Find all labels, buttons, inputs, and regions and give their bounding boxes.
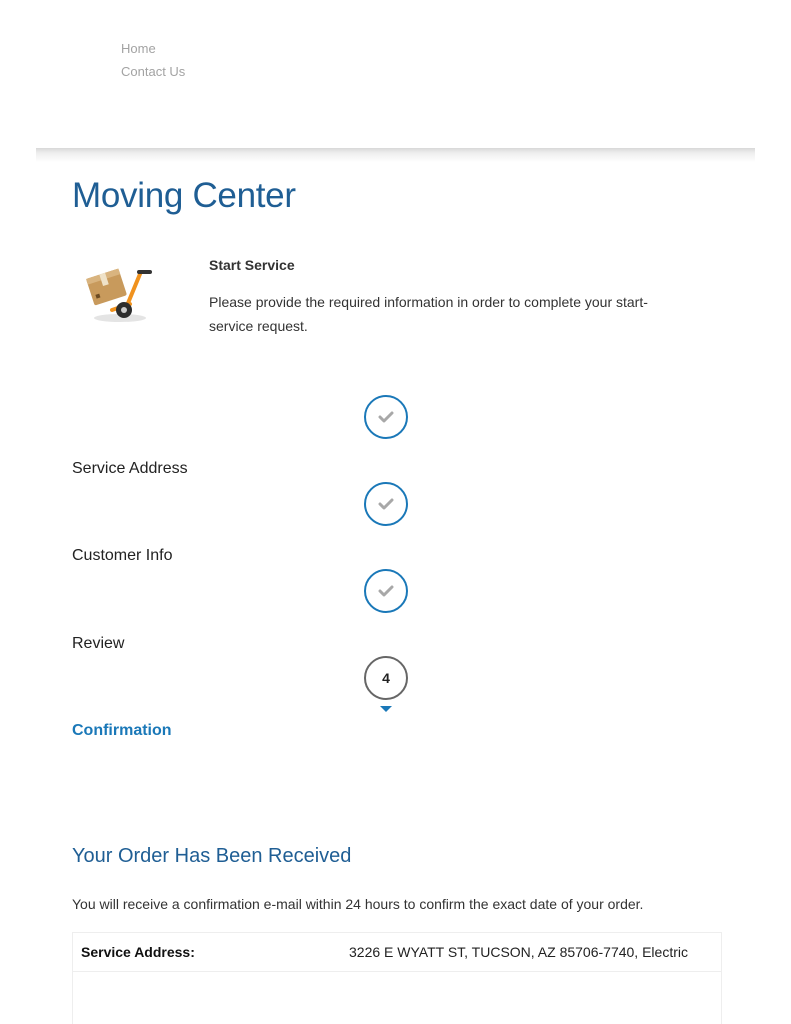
step-label-review: Review [72,635,125,652]
step-label-customer-info: Customer Info [72,547,173,564]
step-number: 4 [382,670,390,686]
step-4-current-indicator [364,656,408,700]
step-label-service-address: Service Address [72,460,188,477]
table-row [73,972,721,1024]
service-address-label: Service Address: [81,944,195,960]
checkmark-icon [378,498,394,510]
checkmark-icon [378,585,394,597]
table-row [73,933,721,972]
order-summary-table [72,932,722,1024]
order-confirmation-text: You will receive a confirmation e-mail within 24 hours to confirm the exact date of your order. [72,896,644,912]
service-address-value: 3226 E WYATT ST, TUCSON, AZ 85706-7740, Electric [349,944,688,960]
step-3-complete-indicator [364,569,408,613]
current-step-caret-icon [380,706,392,712]
order-received-title: Your Order Has Been Received [72,845,352,867]
checkmark-icon [378,411,394,423]
hand-truck-box-icon [82,258,158,324]
intro-text: Please provide the required information in order to complete your start-service request. [209,294,648,334]
step-label-confirmation: Confirmation [72,722,172,739]
page-title: Moving Center [72,176,296,215]
top-nav [121,38,185,83]
intro-heading: Start Service [209,257,295,273]
nav-link-contact-us[interactable]: Contact Us [121,63,186,79]
header-divider [36,148,755,162]
step-2-complete-indicator [364,482,408,526]
step-1-complete-indicator [364,395,408,439]
nav-link-home[interactable]: Home [121,41,156,56]
